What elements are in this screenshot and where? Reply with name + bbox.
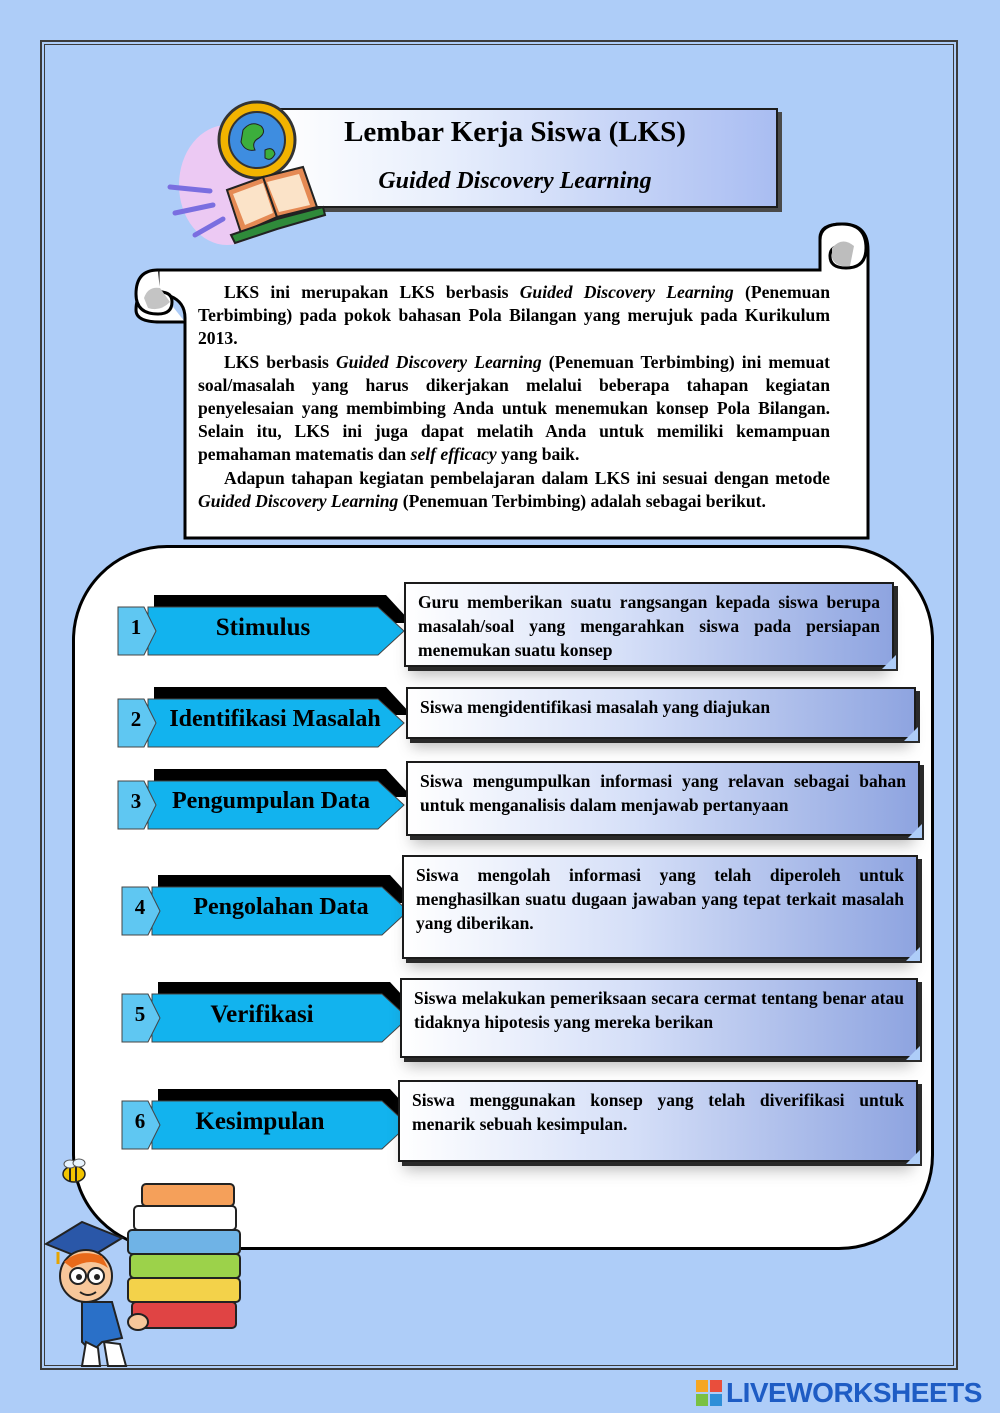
step-title: Verifikasi — [210, 1001, 314, 1028]
step-label — [122, 883, 414, 935]
step-number: 1 — [130, 615, 142, 639]
page-subtitle: Guided Discovery Learning — [378, 168, 652, 194]
step-label — [118, 777, 410, 829]
step-description-text: Siswa menggunakan konsep yang telah diverifikasi untuk menarik sebuah kesimpulan. — [412, 1090, 904, 1134]
student-books-icon — [42, 1152, 252, 1372]
step-title: Kesimpulan — [195, 1108, 325, 1135]
step-title: Stimulus — [215, 614, 311, 641]
step-description — [400, 978, 918, 1058]
liveworksheets-logo-text: LIVEWORKSHEETS — [726, 1377, 982, 1408]
intro-text — [198, 281, 830, 513]
intro-paragraph-2: LKS berbasis Guided Discovery Learning (Penemuan Terbimbing) ini memuat soal/masalah yang harus dikerjakan melalui beberapa tahapan kegiatan penyelesaian yang membimbing Anda untuk menemukan konsep Pola Bilangan. Selain itu, LKS ini juga dapat melatih Anda untuk memiliki kemampuan pemahaman matematis dan self efficacy yang baik. — [198, 351, 830, 465]
intro-paragraph-1: LKS ini merupakan LKS berbasis Guided Discovery Learning (Penemuan Terbimbing) pada pokok bahasan Pola Bilangan yang merujuk pada Kurikulum 2013. — [198, 282, 830, 349]
step-description-text: Siswa mengidentifikasi masalah yang diajukan — [420, 697, 771, 717]
step-description — [398, 1080, 918, 1162]
step-description-text: Siswa mengumpulkan informasi yang relavan sebagai bahan untuk menganalisis dalam menjawab pertanyaan — [420, 771, 906, 815]
step-number: 5 — [134, 1002, 146, 1026]
intro-paragraph-3: Adapun tahapan kegiatan pembelajaran dalam LKS ini sesuai dengan metode Guided Discovery Learning (Penemuan Terbimbing) adalah sebagai berikut. — [198, 467, 830, 511]
step-label — [122, 1097, 414, 1149]
step-description — [404, 582, 894, 667]
step-number: 3 — [130, 789, 142, 813]
step-label — [118, 695, 410, 747]
step-description-text: Siswa mengolah informasi yang telah diperoleh untuk menghasilkan suatu dugaan jawaban yang tepat terkait masalah yang diberikan. — [416, 865, 904, 933]
step-title: Pengumpulan Data — [171, 788, 371, 814]
page-title: Lembar Kerja Siswa (LKS) — [344, 116, 686, 148]
step-number: 6 — [134, 1109, 146, 1133]
liveworksheets-logo — [696, 1376, 982, 1410]
step-label — [122, 990, 414, 1042]
step-description-text: Guru memberikan suatu rangsangan kepada siswa berupa masalah/soal yang mengarahkan siswa pada persiapan menemukan suatu konsep — [418, 592, 880, 660]
step-description — [406, 687, 916, 739]
step-description-text: Siswa melakukan pemeriksaan secara cermat tentang benar atau tidaknya hipotesis yang mereka berikan — [414, 988, 904, 1032]
step-description — [402, 855, 918, 959]
step-title: Pengolahan Data — [193, 894, 369, 920]
step-number: 4 — [134, 895, 146, 919]
step-label — [118, 603, 410, 655]
step-title: Identifikasi Masalah — [169, 706, 381, 732]
step-description — [406, 761, 920, 836]
step-number: 2 — [130, 707, 142, 731]
liveworksheets-logo-icon — [696, 1380, 722, 1406]
